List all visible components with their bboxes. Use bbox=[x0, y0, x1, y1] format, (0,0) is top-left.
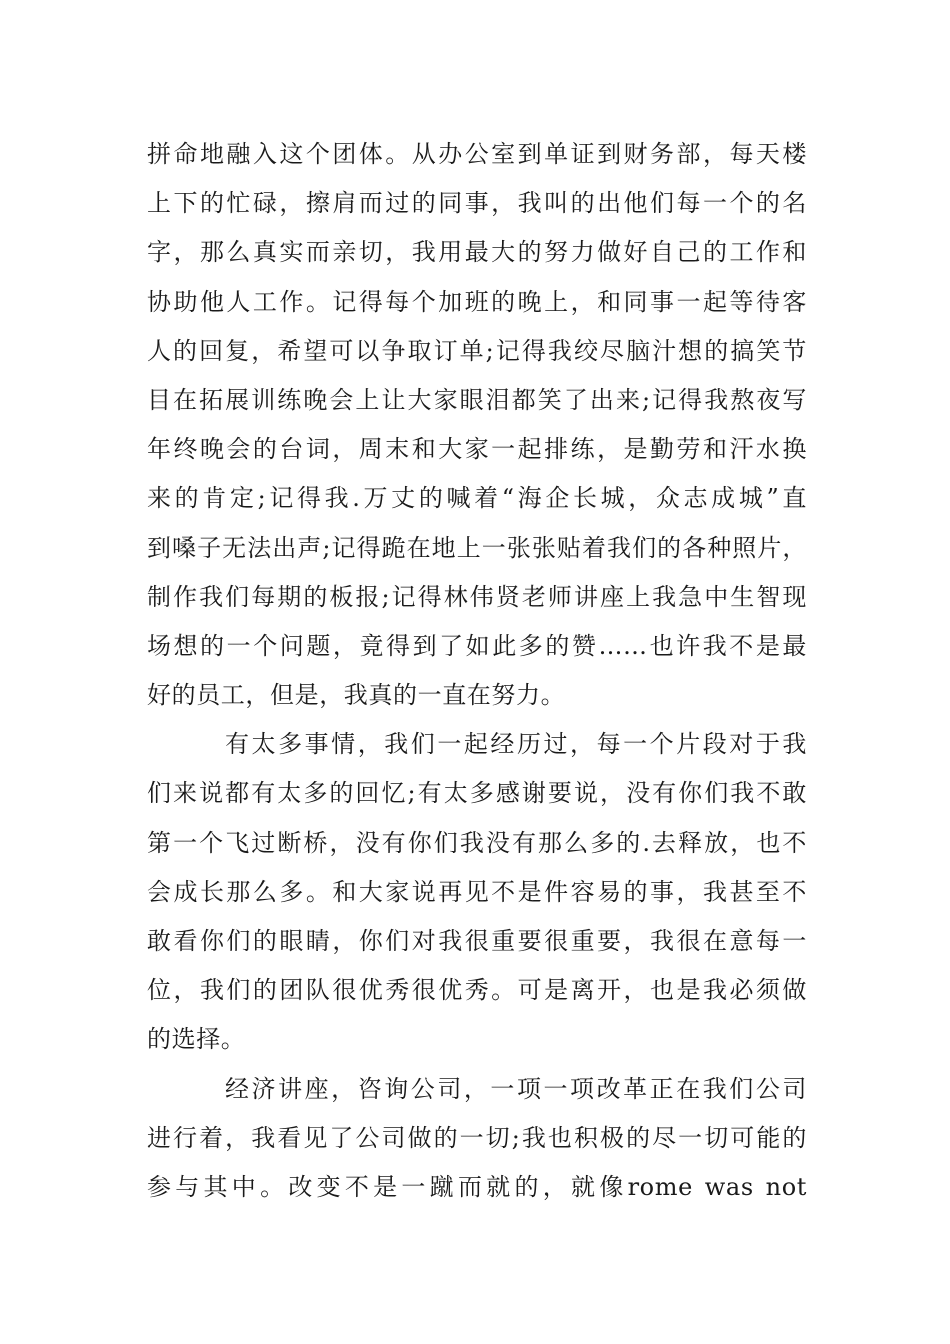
paragraph-1 bbox=[147, 130, 807, 720]
text-line: 会成长那么多。和大家说再见不是件容易的事，我甚至不 bbox=[147, 877, 807, 906]
text-line: 人的回复，希望可以争取订单;记得我绞尽脑汁想的搞笑节 bbox=[147, 336, 807, 365]
text-line: 制作我们每期的板报;记得林伟贤老师讲座上我急中生智现 bbox=[147, 582, 807, 611]
text-line: 协助他人工作。记得每个加班的晚上，和同事一起等待客 bbox=[147, 287, 807, 316]
text-line: 位，我们的团队很优秀很优秀。可是离开，也是我必须做 bbox=[147, 976, 807, 1005]
text-line: 有太多事情，我们一起经历过，每一个片段对于我 bbox=[225, 730, 807, 759]
text-line: 拼命地融入这个团体。从办公室到单证到财务部，每天楼 bbox=[147, 140, 807, 168]
paragraph-2 bbox=[147, 720, 807, 1064]
text-line: 好的员工，但是，我真的一直在努力。 bbox=[147, 681, 566, 710]
text-line: 上下的忙碌，擦肩而过的同事，我叫的出他们每一个的名 bbox=[147, 189, 807, 218]
text-line: 参与其中。改变不是一蹴而就的，就像rome was not bbox=[147, 1172, 807, 1201]
text-line: 进行着，我看见了公司做的一切;我也积极的尽一切可能的 bbox=[147, 1123, 807, 1152]
text-line: 第一个飞过断桥，没有你们我没有那么多的.去释放，也不 bbox=[147, 828, 807, 857]
text-line: 到嗓子无法出声;记得跪在地上一张张贴着我们的各种照片， bbox=[147, 533, 807, 562]
text-line: 经济讲座，咨询公司，一项一项改革正在我们公司 bbox=[225, 1074, 807, 1103]
text-line: 的选择。 bbox=[147, 1025, 246, 1054]
text-line: 年终晚会的台词，周末和大家一起排练，是勤劳和汗水换 bbox=[147, 435, 807, 464]
text-line: 来的肯定;记得我.万丈的喊着“海企长城，众志成城”直 bbox=[147, 484, 807, 513]
text-line: 场想的一个问题，竟得到了如此多的赞……也许我不是最 bbox=[147, 631, 807, 660]
body-text bbox=[147, 130, 807, 1212]
text-line: 敢看你们的眼睛，你们对我很重要很重要，我很在意每一 bbox=[147, 927, 807, 955]
text-line: 们来说都有太多的回忆;有太多感谢要说，没有你们我不敢 bbox=[147, 779, 807, 808]
paragraph-3 bbox=[147, 1065, 807, 1213]
text-line: 字，那么真实而亲切，我用最大的努力做好自己的工作和 bbox=[147, 238, 807, 267]
text-line: 目在拓展训练晚会上让大家眼泪都笑了出来;记得我熬夜写 bbox=[147, 385, 807, 414]
